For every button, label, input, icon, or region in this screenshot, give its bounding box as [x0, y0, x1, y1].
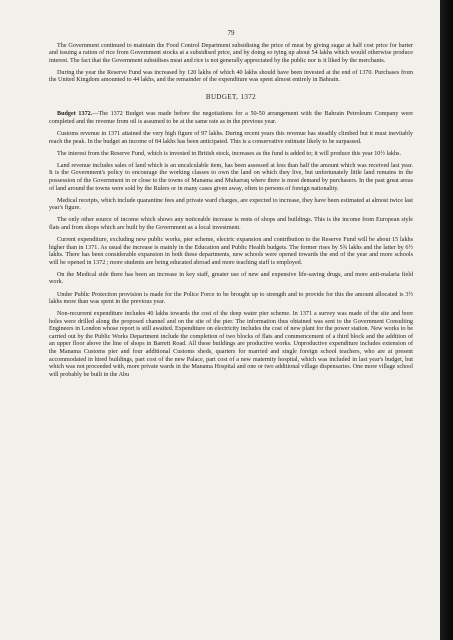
paragraph-medical-receipts: Medical receipts, which include quarantine fees and private ward charges, are expected to increase, they have been estimated at almost twice last year's figure.: [49, 197, 413, 212]
paragraph-public-protection: Under Public Protection provision is made for the Police Force to be brought up to strength and to provide for this the amount allocated is 3½ lakhs more than was spent in the previous year.: [49, 291, 413, 306]
scan-dark-edge: [440, 0, 453, 640]
page-number: 79: [227, 29, 235, 37]
paragraph-reserve-fund: During the year the Reserve Fund was increased by 120 lakhs of which 40 lakhs should have been invested at the end of 1370. Purchases from the United Kingdom amounted to 44 lakhs, and the remainder of the expenditure was spent almost entirely in Bahrain.: [49, 69, 413, 84]
paragraph-current-expenditure: Current expenditure, excluding new public works, pier scheme, electric expansion and contribution to the Reserve Fund will be about 15 lakhs higher than in 1371. As usual the increase is mainly in the Education and Public Health budgets. The former rises by 5¾ lakhs and the latter by 6½ lakhs. There has been considerable expansion in both these departments, new schools were opened towards the end of the year and more schools will be opened in 1372 ; more students are being educated abroad and more teaching staff is employed.: [49, 237, 413, 266]
page-content: [49, 30, 413, 384]
paragraph-food-control: The Government continued to maintain the Food Control Department subsidising the price of meat by giving sugar at half cost price for barter and issuing a ration of rice from Government stocks at a subsidised price, and by doing so tying up about 54 lakhs which would otherwise produce interest. The fact that the Government subsidises meat and rice is not generally appreciated by the public nor is it liked by the merchants.: [49, 42, 413, 64]
paragraph-interest: The interest from the Reserve Fund, which is invested in British stock, increases as the fund is added to; it will produce this year 10½ lakhs.: [57, 150, 401, 157]
budget-lead: Budget 1372.: [57, 111, 93, 118]
paragraph-land-revenue: Land revenue includes sales of land which is an uncalculable item, has been assessed at less than half the amount which was received last year. It is the Government's policy to encourage the working classes to own the land on which they live, but unfortunately little land remains in the possession of the Government in or close to the towns of Manama and Muharraq where there is most demand by purchasers. In the past great areas of land around the towns were sold by the Rulers or in many cases given away, often to persons of foreign nationality.: [49, 162, 413, 192]
paragraph-medical-side: On the Medical side there has been an increase in key staff, greater use of new and expensive life-saving drugs, and more anti-malaria field work.: [49, 271, 413, 286]
paragraph-rents: The only other source of income which shows any noticeable increase is rents of shops and buildings. This is the income from European style flats and from shops which are built by the Government as a local investment.: [49, 217, 413, 231]
paragraph-budget-1372: [49, 111, 413, 126]
budget-lead-rest: —The 1372 Budget was made before the negotiations for a 50-50 arrangement with the Bahrain Petroleum Company were completed and the revenue from oil is assumed to be at the same rate as in the previous year.: [49, 111, 414, 125]
paragraph-non-recurrent: Non-recurrent expenditure includes 40 lakhs towards the cost of the deep water pier scheme. In 1371 a survey was made of the site and bore holes were drilled along the proposed channel and on the site of the pier. The information thus obtained was sent to the Government Consulting Engineers in London whose report is still awaited. Expenditure on electricity includes the cost of new plant for the power station. New works to be carried out by the Public Works Department include the completion of two blocks of flats and commencement of a third block and the addition of an upper floor above the line of shops in Barrett Road. All these buildings are productive works. Unproductive expenditure includes extension of the Manama Customs pier and four additional Customs sheds, quarters for married and single foreign school teachers, who are at present accommodated in hired buildings, part cost of the new Palace, part cost of a new maternity hospital, which was included in last year's budget, but which was not proceeded with, more private wards in the Manama Hospital and one or two additional village dispensaries. One more village school will probably be built in the Abu: [49, 311, 413, 378]
paragraph-customs: Customs revenue in 1371 attained the very high figure of 97 lakhs. During recent years this revenue has steadily climbed but it must inevitably reach the peak. In the budget an income of 84 lakhs has been anticipated. This is a conservative estimate likely to be surpassed.: [49, 131, 413, 145]
section-heading: BUDGET, 1372: [205, 92, 257, 101]
